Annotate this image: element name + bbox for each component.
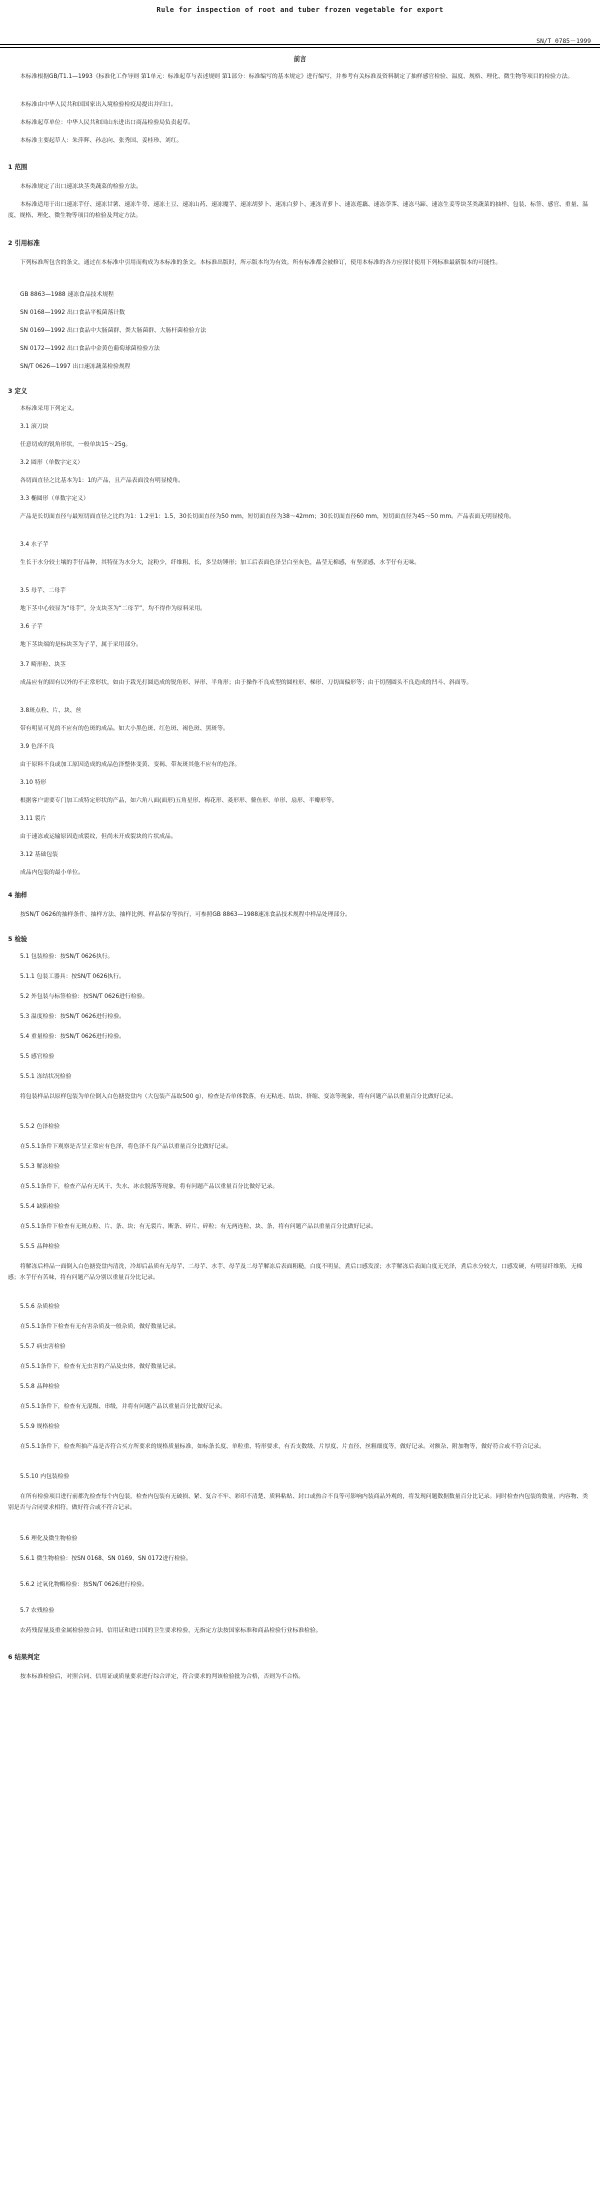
header-rule — [0, 44, 600, 45]
paragraph: 地下茎块端的是标块茎为子芋，属于采用部分。 — [20, 642, 142, 648]
paragraph: 3.8斑点粒、片、块、丝 — [20, 708, 82, 714]
header-rule-secondary — [0, 47, 600, 48]
paragraph: 5.5.5 品种检验 — [20, 1244, 60, 1250]
paragraph: 3.6 子芋 — [20, 624, 43, 630]
paragraph: 5.5 感官检验 — [20, 1054, 55, 1060]
section-heading: 3 定义 — [8, 388, 28, 395]
paragraph: 生长于水分较土壤的芋仔品种，其特征为水分大，淀粉少，纤维粗、长，多呈纺锤形；加工后表面色泽呈白至灰色，晶莹无棉感，有坚涩感，水芋仔有无味。 — [20, 560, 420, 566]
paragraph: 将解冻后样品一面倒入白色搪瓷盘内清洗，冷却后品质有无母芋、二母芋、水芋、母芋及二母芋解冻后表面粗糙，白度不明显，煮后口感发涩；水芋解冻后表面白度无光泽，煮后水分较大，口感发硬，有明显纤维筋，无棉感；水芋仔有苦味，将有问题产品分别以重量百分比记录。 — [8, 1264, 583, 1281]
paragraph: 在5.5.1条件下，检查有无混级、串级，并将有问题产品以重量百分比做好记录。 — [20, 1404, 227, 1410]
paragraph: 地下茎中心较显为“母芋”，分支块茎为“二母芋”，均不得作为原料采用。 — [20, 606, 206, 612]
paragraph: 5.5.6 杂质检验 — [20, 1304, 60, 1310]
section-heading: 6 结果判定 — [8, 1654, 40, 1661]
paragraph: 本标准规定了出口速冻块茎类蔬菜的检验方法。 — [20, 184, 142, 190]
paragraph: 在5.5.1条件下观察是否呈正常应有色泽，将色泽不良产品以重量百分比做好记录。 — [20, 1144, 232, 1150]
paragraph: 5.6.2 过氧化物酶检验：按SN/T 0626进行检验。 — [20, 1582, 148, 1588]
paragraph: 在5.5.1条件下检查有无斑点粒、片、条、块；有无裂片、断条、碎片、碎粒；有无两连粒、块、条，将有问题产品以重量百分比做好记录。 — [20, 1224, 377, 1230]
paragraph: 由于原料不良或加工原因造成的成品色泽整体变黄、变褐、带灰斑其他不应有的色泽。 — [20, 762, 241, 768]
section-heading: 5 检验 — [8, 936, 28, 943]
paragraph: 3.2 圆形（单数字定义） — [20, 460, 84, 466]
paragraph: 各切面直径之比基本为1：1的产品，且产品表面没有明显棱角。 — [20, 478, 184, 484]
paragraph: 5.5.9 规格检验 — [20, 1424, 60, 1430]
paragraph: 3.7 畸形粒、块茎 — [20, 662, 66, 668]
section-heading: 2 引用标准 — [8, 240, 40, 247]
paragraph: 成品应有的固有以外的不正常形状，如由于栽光打圆造成的锐角形、异形、半角形；由于操作不良成型的圆柱形、梯形、刀切面偏形等；由于切削圆头不良造成的凹斗、斜面等。 — [20, 680, 473, 686]
paragraph: 3.1 滚刀块 — [20, 424, 49, 430]
paragraph: 3.3 椭圆形（单数字定义） — [20, 496, 90, 502]
paragraph: 3.9 色泽不良 — [20, 744, 55, 750]
paragraph: 5.6.1 微生物检验：按SN 0168、SN 0169、SN 0172进行检验。 — [20, 1556, 192, 1562]
section-heading: 前言 — [293, 56, 307, 63]
paragraph: SN 0172—1992 出口食品中金黄色葡萄球菌检验方法 — [20, 346, 160, 352]
paragraph: SN/T 0626—1997 出口速冻蔬菜检验规程 — [20, 364, 131, 370]
paragraph: 3.4 水子芋 — [20, 542, 49, 548]
paragraph: 产品是长切面直径与最短切面直径之比约为1：1.2至1：1.5，30长切面直径为50 mm，短切面直径为38～42mm；30长切面直径60 mm，短切面直径为45～50 mm。产品表面无明显棱角。 — [20, 514, 515, 520]
paragraph: 根据客户需要专门加工成特定形状的产品，如六角八面(面形)五角星形、梅花形、菱形形、鳌鱼形、单形、扇形、半瓣形等。 — [20, 798, 338, 804]
paragraph: 3.5 母芋、二母芋 — [20, 588, 66, 594]
document-title: Rule for inspection of root and tuber frozen vegetable for export — [156, 6, 444, 14]
paragraph: 农药残留量及重金属检验按合同、信用证和进口国的卫生要求检验，无指定方法按国家标准和商品检验行业标准检验。 — [20, 1628, 322, 1634]
paragraph: 5.5.4 缺陷检验 — [20, 1204, 60, 1210]
paragraph: 本标准起草单位：中华人民共和国山东进出口商品检验局负责起草。 — [20, 120, 194, 126]
paragraph: 5.5.1 冻结状况检验 — [20, 1074, 72, 1080]
paragraph: 5.7 农残检验 — [20, 1608, 55, 1614]
paragraph: 本标准根据GB/T1.1—1993《标准化工作导则 第1单元：标准起草与表述规则 第1部分：标准编写的基本规定》进行编写，并参考有关标准及资料制定了抽样感官检验、温度、规格、理化、微生物等项目的检验方法。 — [20, 74, 574, 80]
paragraph: 3.10 特形 — [20, 780, 47, 786]
paragraph: 下列标准所包含的条文，通过在本标准中引用而构成为本标准的条文。本标准出版时，所示版本均为有效。所有标准都会被修订，使用本标准的各方应探讨使用下列标准最新版本的可能性。 — [20, 260, 502, 266]
paragraph: 按SN/T 0626的抽样条件、抽样方法、抽样比例、样品保存等执行，可参照GB 8863—1988速冻食品技术规程中样品处理部分。 — [20, 912, 351, 918]
section-heading: 1 范围 — [8, 164, 28, 171]
paragraph: 5.5.8 品种检验 — [20, 1384, 60, 1390]
paragraph: 本标准适用于出口速冻芋仔、速冻甘薯、速冻牛蒡、速冻土豆、速冻山药、速冻魔芋、速冻胡萝卜、速冻白萝卜、速冻青萝卜、速冻莲藕、速冻荸荠、速冻马蹄、速冻生姜等块茎类蔬菜的抽样、包装、标签、感官、重量、温度、规格、理化、微生物等项目的检验及判定方法。 — [8, 202, 589, 219]
paragraph: 任意切成的锐角形状，一般单块15～25g。 — [20, 442, 132, 448]
paragraph: 5.3 温度检验：按SN/T 0626进行检验。 — [20, 1014, 125, 1020]
paragraph: 5.2 外包装与标签检验：按SN/T 0626进行检验。 — [20, 994, 149, 1000]
paragraph: 由于速冻或运输原因造成裂纹，但尚未开成裂块的片状成品。 — [20, 834, 177, 840]
paragraph: 按本标准检验后，对照合同、信用证或质量要求进行综合评定，符合要求的判该检验批为合格，否则为不合格。 — [20, 1674, 305, 1680]
paragraph: 在5.5.1条件下，检查所抽产品是否符合买方所要求的规格质量标准，如标条长度、单粒重、特形要求，有否支数级、片厚度、片直径、丝粗细度等，做好记录。对额杂、附加物等，做好符合或不符合记录。 — [20, 1444, 545, 1450]
paragraph: 在5.5.1条件下，检查有无虫害的产品及虫体，做好数量记录。 — [20, 1364, 180, 1370]
paragraph: 本标准主要起草人：朱萍辉、孙志向、张秀国、姜桂珍、刘红。 — [20, 138, 183, 144]
paragraph: 3.12 基础包装 — [20, 852, 58, 858]
paragraph: 本标准由中华人民共和国国家出入境检验检疫局提出并归口。 — [20, 102, 177, 108]
paragraph: 带有明显可见的不应有的色斑的成品。如大小黑色斑、红色斑、褐色斑、黑斑等。 — [20, 726, 229, 732]
paragraph: 5.1.1 包装工器具：按SN/T 0626执行。 — [20, 974, 125, 980]
paragraph: 5.5.3 解冻检验 — [20, 1164, 60, 1170]
paragraph: 本标准采用下列定义。 — [20, 406, 78, 412]
paragraph: 在5.5.1条件下检查有无有害杂质及一般杂质，做好数量记录。 — [20, 1324, 180, 1330]
paragraph: GB 8863—1988 速冻食品技术规程 — [20, 292, 114, 298]
paragraph: 将包装样品以原样包装为单位倒入白色搪瓷盘内（大包装产品取500 g），检查是否单体散落，有无粘连、结块、挤缩、变冻等现象，将有问题产品以重量百分比做好记录。 — [20, 1094, 457, 1100]
paragraph: 5.5.7 病虫害检验 — [20, 1344, 66, 1350]
paragraph: 3.11 裂片 — [20, 816, 47, 822]
paragraph: 在所有检验项目进行前都先检查每个内包装，检查内包装有无破损、紧、复合不牢、彩印不清楚、质料粘贴、封口或热合不良等可影响内装商品外观的，将发现问题数据数量百分比记录。同时检查内包装的数量，内容物、类别是否与合同要求相符，做好符合或不符合记录。 — [8, 1494, 589, 1511]
document-number: SN/T 0785－1999 — [536, 38, 591, 45]
paragraph: 5.5.2 色泽检验 — [20, 1124, 60, 1130]
paragraph: 5.5.10 内包装检验 — [20, 1474, 70, 1480]
paragraph: 5.1 包装检验：按SN/T 0626执行。 — [20, 954, 114, 960]
paragraph: 成品内包装的最小单位。 — [20, 870, 84, 876]
paragraph: 在5.5.1条件下，检查产品有无风干、失水、冰衣脱落等现象，将有问题产品以重量百分比做好记录。 — [20, 1184, 279, 1190]
section-heading: 4 抽样 — [8, 892, 28, 899]
paragraph: SN 0168—1992 出口食品平板菌落计数 — [20, 310, 125, 316]
paragraph: 5.6 理化及微生物检验 — [20, 1536, 78, 1542]
paragraph: SN 0169—1992 出口食品中大肠菌群、粪大肠菌群、大肠杆菌检验方法 — [20, 328, 207, 334]
paragraph: 5.4 重量检验：按SN/T 0626进行检验。 — [20, 1034, 125, 1040]
